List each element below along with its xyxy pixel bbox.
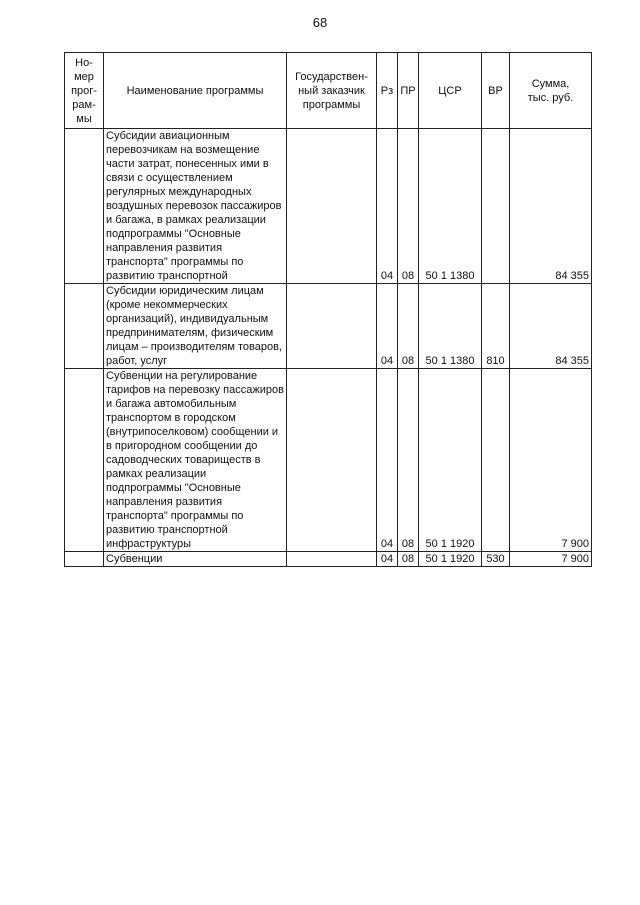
cell-program-number <box>65 552 104 567</box>
cell-sum: 84 355 <box>510 284 592 369</box>
cell-vr: 810 <box>482 284 510 369</box>
cell-vr <box>482 369 510 552</box>
cell-sum: 84 355 <box>510 129 592 284</box>
header-vr <box>482 53 510 129</box>
table-row <box>65 129 592 284</box>
cell-pr: 08 <box>398 552 419 567</box>
cell-program-name: Субсидии юридическим лицам (кроме некоммерческих организаций), индивидуальным предпринимателям, физическим лицам – производителям товаров, работ, услуг <box>104 284 287 369</box>
cell-state-customer <box>287 284 377 369</box>
table-row <box>65 552 592 567</box>
header-csr-text: ЦСР <box>438 84 462 97</box>
header-state-customer <box>287 53 377 129</box>
header-sum <box>510 53 592 129</box>
header-program-number <box>65 53 104 129</box>
header-state-customer-text: Государствен- ный заказчик программы <box>295 70 368 111</box>
cell-program-number <box>65 369 104 552</box>
cell-sum: 7 900 <box>510 552 592 567</box>
header-pr <box>398 53 419 129</box>
cell-state-customer <box>287 369 377 552</box>
cell-csr: 50 1 1380 <box>419 284 482 369</box>
table-row <box>65 284 592 369</box>
budget-table <box>64 52 592 567</box>
cell-pr: 08 <box>398 284 419 369</box>
cell-program-name: Субвенции на регулирование тарифов на перевозку пассажиров и багажа автомобильным транспортом в городском (внутрипоселковом) сообщении и в пригородном сообщении до садоводческих товариществ в рамках реализации подпрограммы "Основные направления развития транспорта" программы по развитию транспортной инфраструктуры <box>104 369 287 552</box>
cell-program-name: Субвенции <box>104 552 287 567</box>
page-number: 68 <box>312 15 328 30</box>
header-sum-text: Сумма, тыс. руб. <box>527 77 574 104</box>
header-csr <box>419 53 482 129</box>
cell-rz: 04 <box>377 129 398 284</box>
table-header-row <box>65 53 592 129</box>
cell-program-number <box>65 129 104 284</box>
header-pr-text: ПР <box>400 84 416 97</box>
cell-vr: 530 <box>482 552 510 567</box>
header-rz-text: Рз <box>380 84 394 97</box>
cell-pr: 08 <box>398 129 419 284</box>
cell-csr: 50 1 1920 <box>419 369 482 552</box>
cell-rz: 04 <box>377 284 398 369</box>
header-program-number-text: Но- мер прог- рам- мы <box>71 56 97 125</box>
cell-csr: 50 1 1920 <box>419 552 482 567</box>
header-program-name <box>104 53 287 129</box>
cell-sum: 7 900 <box>510 369 592 552</box>
header-vr-text: ВР <box>488 84 503 97</box>
cell-state-customer <box>287 129 377 284</box>
cell-pr: 08 <box>398 369 419 552</box>
cell-state-customer <box>287 552 377 567</box>
table-row <box>65 369 592 552</box>
cell-vr <box>482 129 510 284</box>
cell-csr: 50 1 1380 <box>419 129 482 284</box>
cell-program-number <box>65 284 104 369</box>
cell-program-name: Субсидии авиационным перевозчикам на возмещение части затрат, понесенных ими в связи с осуществлением регулярных международных воздушных перевозок пассажиров и багажа, в рамках реализации подпрограммы "Основные направления развития транспорта" программы по развитию транспортной <box>104 129 287 284</box>
header-rz <box>377 53 398 129</box>
cell-rz: 04 <box>377 552 398 567</box>
header-program-name-text: Наименование программы <box>126 84 264 97</box>
cell-rz: 04 <box>377 369 398 552</box>
